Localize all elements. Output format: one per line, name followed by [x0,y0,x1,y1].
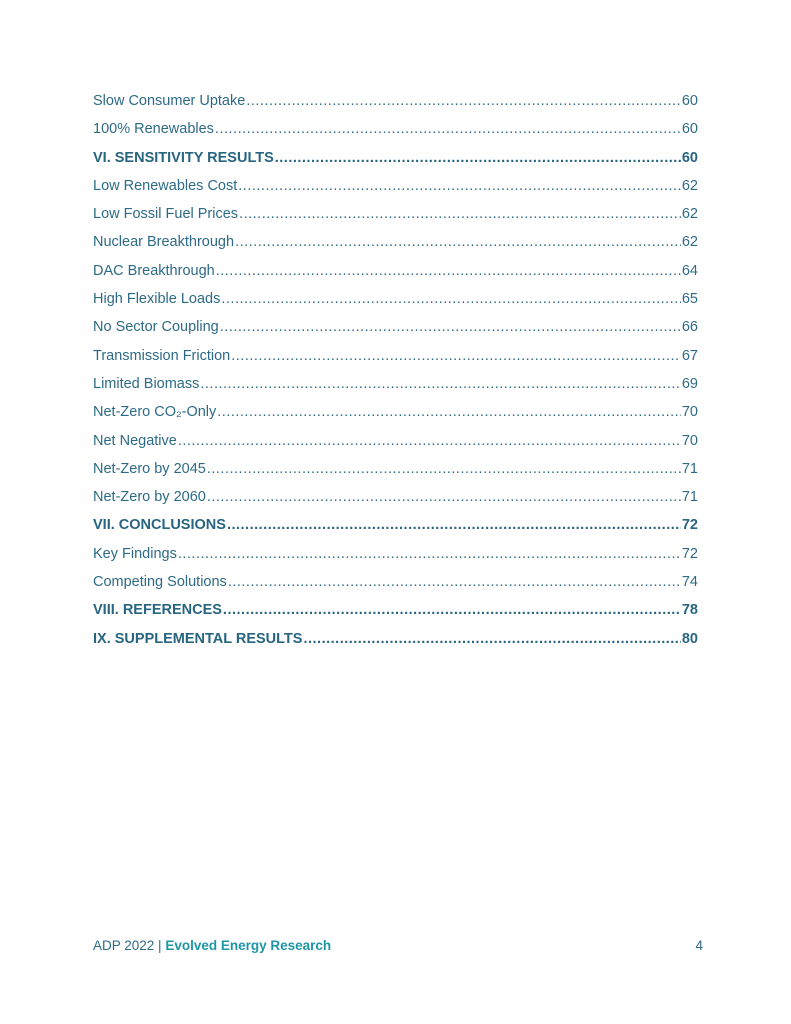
toc-entry[interactable] [93,433,698,461]
toc-entry-page: 72 [681,545,698,562]
toc-entry-label: Low Renewables Cost [93,177,238,194]
dot-leader [246,93,681,109]
toc-entry-page: 62 [681,206,698,223]
toc-entry[interactable] [93,574,698,602]
dot-leader [238,178,681,194]
page-number: 4 [695,938,703,953]
toc-entry-page: 67 [681,347,698,364]
toc-entry-label: No Sector Coupling [93,319,219,336]
toc-section-heading[interactable] [93,150,698,178]
toc-section-heading[interactable] [93,517,698,545]
toc-entry-label: Slow Consumer Uptake [93,93,246,109]
dot-leader [235,234,681,250]
toc-entry-page: 69 [681,375,698,392]
toc-entry-label: Transmission Friction [93,347,231,364]
toc-entry-page: 70 [681,404,698,421]
toc-entry[interactable] [93,376,698,404]
toc-section-heading[interactable] [93,602,698,630]
dot-leader [220,319,681,335]
dot-leader [239,206,681,222]
toc-entry-label: VIII. REFERENCES [93,602,222,619]
toc-entry-label: Net Negative [93,432,177,449]
dot-leader [231,348,681,364]
toc-entry-page: 60 [681,149,698,166]
dot-leader [223,602,681,618]
toc-entry-page: 64 [681,262,698,279]
toc-entry-label: VII. CONCLUSIONS [93,517,226,534]
toc-entry-label: 100% Renewables [93,121,214,138]
dot-leader [275,150,681,166]
toc-entry-page: 71 [681,460,698,477]
dot-leader [200,376,680,392]
toc-entry-label: Competing Solutions [93,574,227,591]
dot-leader [228,574,681,590]
footer-report-label: ADP 2022 | [93,938,166,953]
dot-leader [216,263,681,279]
toc-entry-label: IX. SUPPLEMENTAL RESULTS [93,630,303,647]
toc-entry-label: Net-Zero by 2045 [93,460,206,477]
toc-entry[interactable] [93,348,698,376]
toc-entry-page: 62 [681,177,698,194]
toc-entry[interactable] [93,263,698,291]
toc-entry[interactable] [93,291,698,319]
dot-leader [207,489,681,505]
dot-leader [227,517,681,533]
toc-entry-label: Key Findings [93,545,177,562]
toc-entry-label: High Flexible Loads [93,291,221,308]
dot-leader [217,404,681,420]
toc-entry[interactable] [93,546,698,574]
dot-leader [207,461,681,477]
toc-entry[interactable] [93,319,698,347]
toc-entry-label: Net-Zero CO₂-Only [93,404,217,421]
dot-leader [303,631,680,647]
toc-entry-page: 70 [681,432,698,449]
toc-entry-label: VI. SENSITIVITY RESULTS [93,149,274,166]
toc-entry-page: 72 [681,517,698,534]
toc-entry-page: 78 [681,602,698,619]
toc-entry[interactable] [93,206,698,234]
footer-brand: Evolved Energy Research [165,938,332,953]
toc-entry-label: Limited Biomass [93,375,200,392]
toc-entry-page: 71 [681,489,698,506]
toc-entry-page: 60 [681,121,698,138]
toc-entry-page: 74 [681,574,698,591]
toc-entry[interactable] [93,404,698,432]
toc-entry-page: 80 [681,630,698,647]
toc-entry[interactable] [93,93,698,121]
toc-entry-label: Net-Zero by 2060 [93,489,206,506]
toc-entry[interactable] [93,178,698,206]
toc-section-heading[interactable] [93,631,698,659]
toc-entry[interactable] [93,234,698,262]
toc-entry-label: Nuclear Breakthrough [93,234,235,251]
toc-entry[interactable] [93,489,698,517]
toc-entry[interactable] [93,461,698,489]
dot-leader [221,291,681,307]
footer-report-info [93,938,331,953]
toc-entry-label: DAC Breakthrough [93,262,215,279]
dot-leader [215,121,681,137]
toc-entry-page: 66 [681,319,698,336]
dot-leader [178,546,681,562]
table-of-contents [93,93,698,659]
toc-entry-page: 62 [681,234,698,251]
toc-entry[interactable] [93,121,698,149]
toc-entry-page: 60 [681,93,698,109]
page-footer [93,938,703,953]
toc-entry-label: Low Fossil Fuel Prices [93,206,239,223]
dot-leader [178,433,681,449]
toc-entry-page: 65 [681,291,698,308]
